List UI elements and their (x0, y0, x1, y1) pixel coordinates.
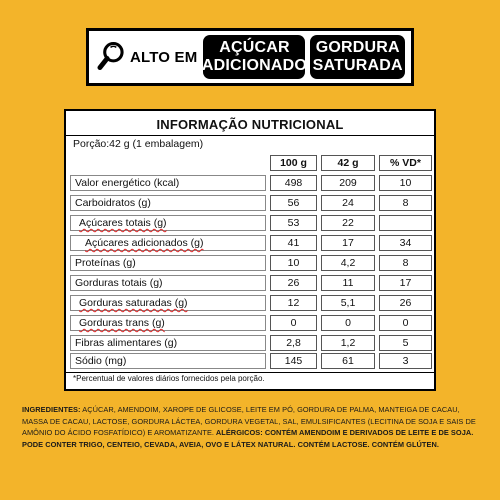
row-value-vd: 34 (379, 235, 432, 251)
row-value-42g: 209 (321, 175, 375, 191)
seal-acucar-line2: ADICIONADO (201, 57, 308, 74)
row-label: Proteínas (g) (70, 255, 266, 271)
row-value-42g: 24 (321, 195, 375, 211)
table-row (70, 175, 432, 191)
row-value-vd: 26 (379, 295, 432, 311)
row-value-100g: 498 (270, 175, 317, 191)
seal-added-sugar-box (201, 35, 308, 79)
header-vd: % VD* (379, 155, 432, 171)
row-label: Sódio (mg) (70, 353, 266, 369)
row-value-100g: 56 (270, 195, 317, 211)
row-value-42g: 61 (321, 353, 375, 369)
row-value-100g: 26 (270, 275, 317, 291)
row-value-vd: 5 (379, 335, 432, 351)
footnote: *Percentual de valores diários fornecidos pela porção. (73, 374, 265, 383)
table-row (70, 295, 432, 311)
row-value-100g: 12 (270, 295, 317, 311)
row-label: Fibras alimentares (g) (70, 335, 266, 351)
header-42g: 42 g (321, 155, 375, 171)
table-header-row (70, 155, 432, 171)
nutrition-title: INFORMAÇÃO NUTRICIONAL (156, 117, 344, 132)
seal-gordura-line1: GORDURA (315, 39, 400, 56)
row-value-vd: 8 (379, 255, 432, 271)
row-value-42g: 11 (321, 275, 375, 291)
row-value-42g: 4,2 (321, 255, 375, 271)
row-value-100g: 41 (270, 235, 317, 251)
ingredients-text (22, 404, 480, 450)
row-label: Açúcares adicionados (g) (70, 235, 266, 251)
row-value-100g: 10 (270, 255, 317, 271)
table-row (70, 195, 432, 211)
row-value-42g: 22 (321, 215, 375, 231)
row-label: Valor energético (kcal) (70, 175, 266, 191)
row-value-42g: 1,2 (321, 335, 375, 351)
magnifier-icon (97, 40, 126, 74)
seal-acucar-line1: AÇÚCAR (219, 39, 290, 56)
row-value-100g: 53 (270, 215, 317, 231)
seal-alto-em-label: ALTO EM (129, 48, 198, 66)
table-row (70, 235, 432, 251)
row-value-100g: 145 (270, 353, 317, 369)
row-value-100g: 2,8 (270, 335, 317, 351)
nutrition-facts-panel (64, 109, 436, 391)
row-label: Gorduras saturadas (g) (70, 295, 266, 311)
row-value-vd: 10 (379, 175, 432, 191)
ingredients-label: INGREDIENTES: (22, 405, 81, 414)
row-label: Açúcares totais (g) (70, 215, 266, 231)
table-row (70, 335, 432, 351)
table-row (70, 215, 432, 231)
row-value-42g: 5,1 (321, 295, 375, 311)
seal-gordura-line2: SATURADA (312, 57, 403, 74)
row-value-42g: 17 (321, 235, 375, 251)
row-value-vd: 3 (379, 353, 432, 369)
ingredients-list: AÇÚCAR, AMENDOIM, XAROPE DE GLICOSE, LEITE EM PÓ, GORDURA DE PALMA, MANTEIGA DE CACAU, MASSA DE CACAU, LACTOSE, GORDURA LÁCTEA, GORDURA VEGETAL, SAL, EMULSIFICANTES (LECITINA DE SOJA E SAIS DE AMÔNIO DO ÁCIDO FOSFATÍDICO) E AROMATIZANTE. (22, 405, 476, 437)
footnote-divider (66, 372, 434, 373)
row-value-100g: 0 (270, 315, 317, 331)
row-label: Gorduras trans (g) (70, 315, 266, 331)
header-100g: 100 g (270, 155, 317, 171)
row-value-42g: 0 (321, 315, 375, 331)
portion-size: Porção:42 g (1 embalagem) (73, 138, 204, 150)
row-value-vd (379, 215, 432, 231)
row-value-vd: 8 (379, 195, 432, 211)
table-row (70, 255, 432, 271)
title-divider (66, 135, 434, 136)
table-row (70, 353, 432, 369)
row-label: Gorduras totais (g) (70, 275, 266, 291)
row-value-vd: 17 (379, 275, 432, 291)
table-row (70, 275, 432, 291)
allergens-statement: ALÉRGICOS: CONTÉM AMENDOIM E DERIVADOS DE LEITE E DE SOJA. PODE CONTER TRIGO, CENTEIO, CEVADA, AVEIA, OVO E LÁTEX NATURAL. CONTÉM LACTOSE. CONTÉM GLÚTEN. (22, 428, 474, 449)
high-content-warning-seal (86, 28, 414, 86)
row-value-vd: 0 (379, 315, 432, 331)
table-row (70, 315, 432, 331)
row-label: Carboidratos (g) (70, 195, 266, 211)
seal-saturated-fat-box (310, 35, 405, 79)
